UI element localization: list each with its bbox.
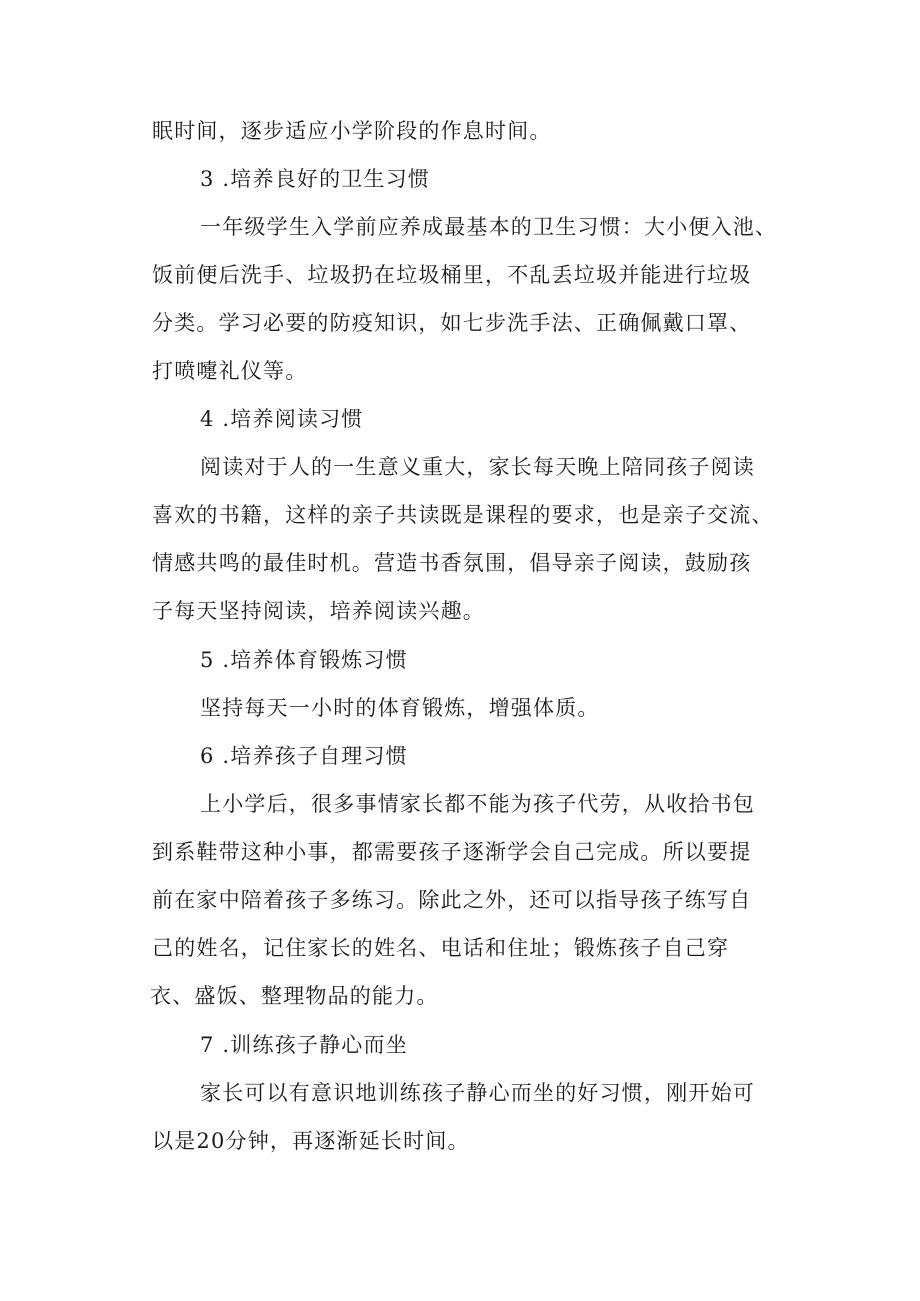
body-text-line: 喜欢的书籍，这样的亲子共读既是课程的要求，也是亲子交流、 xyxy=(152,503,774,527)
body-text-line: 到系鞋带这种小事，都需要孩子逐渐学会自己完成。所以要提 xyxy=(152,840,752,864)
body-text-line: 一年级学生入学前应养成最基本的卫生习惯：大小便入池、 xyxy=(200,215,778,239)
body-text-line: 己的姓名，记住家长的姓名、电话和住址；锻炼孩子自己穿 xyxy=(152,936,730,960)
section-heading: 5 .培养体育锻炼习惯 xyxy=(200,648,408,672)
body-text-line: 分类。学习必要的防疫知识，如七步洗手法、正确佩戴口罩、 xyxy=(152,311,752,335)
body-text-line: 眠时间，逐步适应小学阶段的作息时间。 xyxy=(152,119,552,143)
body-text-line: 衣、盛饭、整理物品的能力。 xyxy=(150,984,439,1008)
body-text-line: 家长可以有意识地训练孩子静心而坐的好习惯，刚开始可 xyxy=(200,1081,755,1105)
body-text-line: 情感共鸣的最佳时机。营造书香氛围，倡导亲子阅读，鼓励孩 xyxy=(152,551,752,575)
body-text-line: 打喷嚏礼仪等。 xyxy=(152,359,308,383)
body-text-line: 前在家中陪着孩子多练习。除此之外，还可以指导孩子练写自 xyxy=(152,888,752,912)
section-heading: 3 .培养良好的卫生习惯 xyxy=(200,167,431,191)
body-text-line: 子每天坚持阅读，培养阅读兴趣。 xyxy=(152,599,485,623)
section-heading: 4 .培养阅读习惯 xyxy=(200,407,364,431)
body-text-line: 坚持每天一小时的体育锻炼，增强体质。 xyxy=(200,696,600,720)
body-text-line: 上小学后，很多事情家长都不能为孩子代劳，从收拾书包 xyxy=(200,792,755,816)
body-text-line: 以是20分钟，再逐渐延长时间。 xyxy=(152,1129,470,1153)
section-heading: 7 .训练孩子静心而坐 xyxy=(200,1033,408,1057)
section-heading: 6 .培养孩子自理习惯 xyxy=(200,744,408,768)
body-text-line: 阅读对于人的一生意义重大，家长每天晚上陪同孩子阅读 xyxy=(200,455,755,479)
body-text-line: 饭前便后洗手、垃圾扔在垃圾桶里，不乱丢垃圾并能进行垃圾 xyxy=(152,263,752,287)
